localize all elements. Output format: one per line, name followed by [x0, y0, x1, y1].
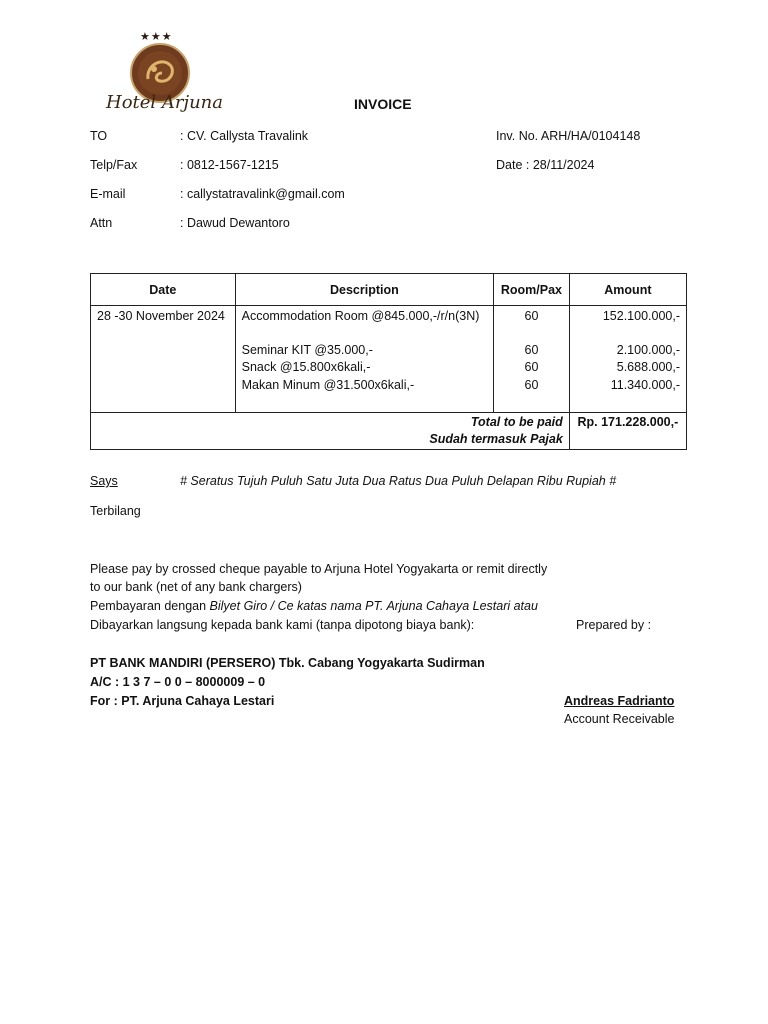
- payment-line-3-italic: Bilyet Giro / Ce katas nama PT. Arjuna Cahaya Lestari atau: [209, 599, 538, 613]
- payment-line-2: to our bank (net of any bank chargers): [90, 580, 302, 594]
- item-description: Makan Minum @31.500x6kali,-: [241, 378, 415, 392]
- email-value: : callystatravalink@gmail.com: [180, 187, 345, 201]
- item-amount: 152.100.000,-: [602, 309, 680, 323]
- header-description: Description: [235, 274, 494, 306]
- to-label: TO: [90, 129, 108, 143]
- payment-line-3-start: Pembayaran dengan: [90, 599, 210, 613]
- item-amount: 2.100.000,-: [616, 343, 680, 357]
- attn-label: Attn: [90, 216, 113, 230]
- says-text: # Seratus Tujuh Puluh Satu Juta Dua Ratus Dua Puluh Delapan Ribu Rupiah #: [180, 474, 617, 488]
- item-description: Accommodation Room @845.000,-/r/n(3N): [241, 309, 480, 323]
- terbilang-label: Terbilang: [90, 504, 141, 518]
- total-label: Total to be paid: [470, 415, 563, 429]
- item-amount: 11.340.000,-: [610, 378, 680, 392]
- to-value: : CV. Callysta Travalink: [180, 129, 309, 143]
- date-value: 28 -30 November 2024: [97, 309, 225, 323]
- attn-value: : Dawud Dewantoro: [180, 216, 290, 230]
- signatory-name: Andreas Fadrianto: [564, 694, 675, 708]
- signatory-role: Account Receivable: [564, 712, 675, 726]
- header-room-pax: Room/Pax: [494, 274, 570, 306]
- payment-line-1: Please pay by crossed cheque payable to Arjuna Hotel Yogyakarta or remit directly: [90, 562, 548, 576]
- invoice-title: INVOICE: [354, 96, 412, 112]
- invoice-number: Inv. No. ARH/HA/0104148: [496, 129, 641, 143]
- hotel-brand-name: Hotel Arjuna: [106, 92, 223, 113]
- header-date: Date: [91, 274, 236, 306]
- telp-value: : 0812-1567-1215: [180, 158, 279, 172]
- hotel-logo: [100, 30, 223, 118]
- tax-label: Sudah termasuk Pajak: [429, 432, 563, 446]
- date-cell: [91, 306, 236, 413]
- total-value-cell: [569, 413, 686, 450]
- item-amount: 5.688.000,-: [616, 360, 680, 374]
- item-description: Seminar KIT @35.000,-: [241, 343, 373, 357]
- table-row: [91, 306, 687, 413]
- description-cell: [235, 306, 494, 413]
- item-pax: 60: [524, 343, 539, 357]
- payment-line-4: Dibayarkan langsung kepada bank kami (tanpa dipotong biaya bank):: [90, 618, 475, 632]
- invoice-table: [90, 273, 687, 450]
- says-label: Says: [90, 474, 118, 488]
- amount-cell: [569, 306, 686, 413]
- invoice-date: Date : 28/11/2024: [496, 158, 595, 172]
- bank-for: For : PT. Arjuna Cahaya Lestari: [90, 694, 275, 708]
- payment-line-3: [90, 599, 538, 613]
- table-header-row: [91, 274, 687, 306]
- email-label: E-mail: [90, 187, 126, 201]
- item-pax: 60: [524, 378, 539, 392]
- telp-label: Telp/Fax: [90, 158, 138, 172]
- item-pax: 60: [524, 309, 539, 323]
- prepared-by-label: Prepared by :: [576, 618, 652, 632]
- total-label-cell: [91, 413, 570, 450]
- total-value: Rp. 171.228.000,-: [577, 415, 679, 429]
- header-amount: Amount: [569, 274, 686, 306]
- room-pax-cell: [494, 306, 570, 413]
- total-row: [91, 413, 687, 450]
- bank-name: PT BANK MANDIRI (PERSERO) Tbk. Cabang Yogyakarta Sudirman: [90, 656, 485, 670]
- item-description: Snack @15.800x6kali,-: [241, 360, 371, 374]
- item-pax: 60: [524, 360, 539, 374]
- bank-account: A/C : 1 3 7 – 0 0 – 8000009 – 0: [90, 675, 266, 689]
- stars-icon: ★★★: [140, 31, 173, 43]
